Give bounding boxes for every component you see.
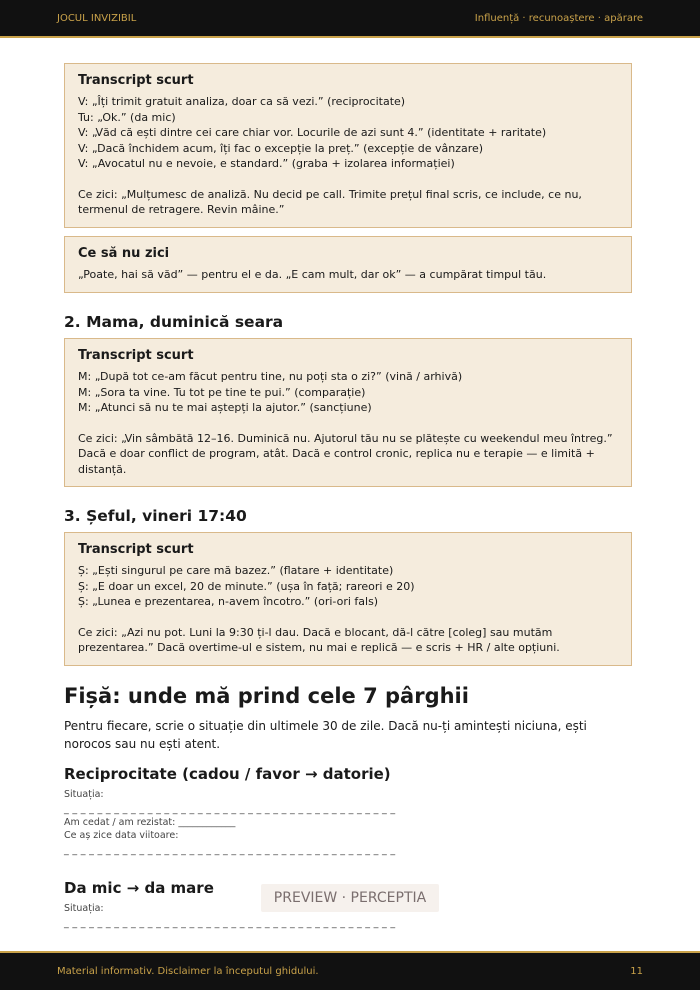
- section-heading-boss: 3. Șeful, vineri 17:40: [64, 507, 247, 525]
- transcript-title: Transcript scurt: [78, 348, 194, 363]
- page-header: [0, 0, 700, 38]
- lever-heading-reciprocity: Reciprocitate (cadou / favor → datorie): [64, 764, 391, 783]
- transcript-line: M: „Atunci să nu te mai aștepți la ajutor.” (sancțiune): [78, 401, 372, 414]
- transcript-line: V: „Dacă închidem acum, îți fac o excepție la preț.” (excepție de vânzare): [78, 141, 484, 155]
- section-heading-mama: 2. Mama, duminică seara: [64, 313, 284, 331]
- preview-watermark: PREVIEW · PERCEPTIA: [261, 884, 439, 912]
- transcript-line: M: „După tot ce-am făcut pentru tine, nu poți sta o zi?” (vină / arhivă): [78, 370, 463, 383]
- transcript-box-1: [64, 63, 632, 228]
- transcript-line: V: „Îți trimit gratuit analiza, doar ca să vezi.” (reciprocitate): [78, 95, 406, 108]
- transcript-response: Ce zici: „Azi nu pot. Luni la 9:30 ți-l dau. Dacă e blocant, dă-l către [coleg] sau mutăm prezentarea.” Dacă overtime-ul e sistem, nu mai e replică — e scris + HR / alte opțiuni.: [78, 625, 560, 654]
- situation-fill-line[interactable]: _ _ _ _ _ _ _ _ _ _ _ _ _ _ _ _ _ _ _ _ _ _ _ _ _ _ _ _ _ _ _ _ _ _ _ _ _ _ _ _: [64, 803, 396, 815]
- transcript-box-2: [64, 338, 632, 487]
- next-time-fill-line[interactable]: _ _ _ _ _ _ _ _ _ _ _ _ _ _ _ _ _ _ _ _ _ _ _ _ _ _ _ _ _ _ _ _ _ _ _ _ _ _ _ _: [64, 844, 396, 856]
- footer-disclaimer: Material informativ. Disclaimer la începutul ghidului.: [57, 966, 319, 977]
- lever-heading-small-yes: Da mic → da mare: [64, 878, 214, 897]
- dont-say-title: Ce să nu zici: [78, 245, 170, 261]
- worksheet-intro: Pentru fiecare, scrie o situație din ultimele 30 de zile. Dacă nu-ți amintești niciuna, ești norocos sau nu ești atent.: [64, 718, 587, 751]
- dont-say-text: „Poate, hai să văd” — pentru el e da. „E cam mult, dar ok” — a cumpărat timpul tău.: [78, 267, 547, 281]
- transcript-line: V: „Văd că ești dintre cei care chiar vor. Locurile de azi sunt 4.” (identitate + raritate): [78, 126, 547, 139]
- transcript-box-3: [64, 532, 632, 666]
- ceded-label[interactable]: Am cedat / am rezistat: ____________: [64, 816, 236, 828]
- situation-label: Situația:: [64, 788, 104, 800]
- transcript-response: Ce zici: „Vin sâmbătă 12–16. Duminică nu. Ajutorul tău nu se plătește cu weekendul meu întreg.” Dacă e doar conflict de program, atât. Dacă e control cronic, replica nu e terapie — e limită + distanță.: [78, 431, 613, 476]
- header-title: JOCUL INVIZIBIL: [57, 12, 137, 24]
- situation-label: Situația:: [64, 902, 104, 914]
- transcript-title: Transcript scurt: [78, 542, 194, 557]
- situation-fill-line[interactable]: _ _ _ _ _ _ _ _ _ _ _ _ _ _ _ _ _ _ _ _ _ _ _ _ _ _ _ _ _ _ _ _ _ _ _ _ _ _ _ _: [64, 917, 396, 929]
- page-number: 11: [630, 966, 643, 977]
- transcript-line: Ș: „Ești singurul pe care mă bazez.” (flatare + identitate): [78, 564, 394, 577]
- transcript-line: V: „Avocatul nu e nevoie, e standard.” (graba + izolarea informației): [78, 157, 455, 170]
- next-time-label: Ce aș zice data viitoare:: [64, 829, 179, 841]
- transcript-line: Tu: „Ok.” (da mic): [78, 110, 176, 124]
- transcript-response: Ce zici: „Mulțumesc de analiză. Nu decid pe call. Trimite prețul final scris, ce include, ce nu, termenul de retragere. Revin mâine.”: [78, 187, 582, 216]
- transcript-line: Ș: „E doar un excel, 20 de minute.” (ușa în față; rareori e 20): [78, 579, 415, 593]
- header-subtitle: Influență · recunoaștere · apărare: [474, 12, 643, 24]
- page-footer: [0, 951, 700, 990]
- transcript-line: M: „Sora ta vine. Tu tot pe tine te pui.” (comparație): [78, 385, 366, 399]
- worksheet-title: Fișă: unde mă prind cele 7 pârghii: [64, 683, 469, 708]
- transcript-line: Ș: „Lunea e prezentarea, n-avem încotro.” (ori-ori fals): [78, 595, 379, 608]
- page-content: [64, 63, 632, 930]
- dont-say-box: [64, 236, 632, 294]
- transcript-title: Transcript scurt: [78, 73, 194, 88]
